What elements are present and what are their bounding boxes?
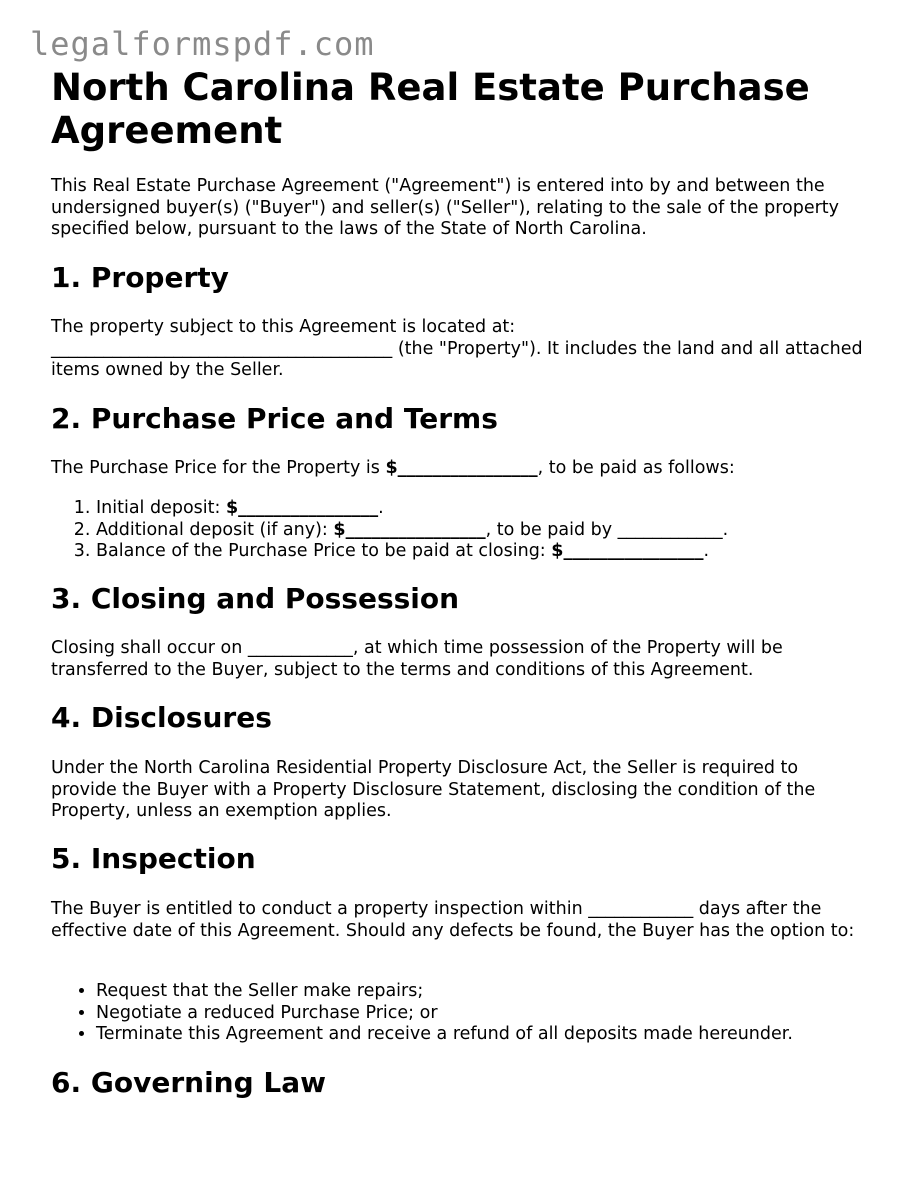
payment-item-label: Initial deposit:: [96, 498, 226, 518]
payment-item-rest: , to be paid by ____________.: [485, 519, 729, 540]
section-heading-disclosures: 4. Disclosures: [51, 701, 272, 734]
payment-item-rest: .: [703, 541, 710, 561]
section-heading-property: 1. Property: [51, 261, 229, 294]
intro-paragraph: This Real Estate Purchase Agreement ("Agreement") is entered into by and between the undersigned buyer(s) ("Buyer") and seller(s) ("Seller"), relating to the sale of the property specified below, pursuant to the laws of the State of North Carolina.: [51, 176, 840, 239]
property-definition-text: (the "Property"). It includes the land and all attached items owned by the Seller.: [51, 338, 863, 380]
payment-item: [96, 541, 876, 563]
watermark: legalformspdf.com: [30, 25, 375, 63]
closing-paragraph: Closing shall occur on ____________, at which time possession of the Property will be transferred to the Buyer, subject to the terms and conditions of this Agreement.: [51, 638, 783, 680]
price-paragraph: [51, 458, 866, 480]
section-heading-price: 2. Purchase Price and Terms: [51, 402, 498, 435]
inspection-paragraph: The Buyer is entitled to conduct a property inspection within ____________ days after the effective date of this Agreement. Should any defects be found, the Buyer has the option to:: [51, 899, 855, 941]
property-address-blank[interactable]: _______________________________________: [51, 338, 393, 359]
payment-list: [51, 498, 876, 563]
payment-item: [96, 498, 876, 520]
document-title: North Carolina Real Estate Purchase Agreement: [51, 66, 810, 152]
price-text-before: The Purchase Price for the Property is: [51, 458, 386, 478]
section-heading-governing-law: 6. Governing Law: [51, 1066, 326, 1099]
closing-balance-blank[interactable]: $________________: [551, 541, 704, 561]
disclosures-paragraph: Under the North Carolina Residential Property Disclosure Act, the Seller is required to provide the Buyer with a Property Disclosure Statement, disclosing the condition of the Property, unless an exemption applies.: [51, 758, 816, 821]
initial-deposit-blank[interactable]: $________________: [225, 498, 379, 518]
payment-item-label: Additional deposit (if any):: [96, 519, 334, 540]
property-paragraph: [51, 317, 866, 382]
purchase-price-blank[interactable]: $________________: [385, 458, 538, 478]
list-item: • Terminate this Agreement and receive a refund of all deposits made hereunder.: [96, 1024, 876, 1046]
payment-item: [96, 520, 876, 542]
property-location-text: The property subject to this Agreement is located at:: [51, 317, 516, 337]
inspection-options-list: [51, 981, 876, 1046]
payment-item-rest: .: [378, 498, 384, 518]
section-heading-closing: 3. Closing and Possession: [51, 582, 460, 615]
section-heading-inspection: 5. Inspection: [51, 842, 256, 875]
payment-item-label: Balance of the Purchase Price to be paid at closing:: [96, 541, 552, 561]
price-text-after: , to be paid as follows:: [537, 458, 735, 478]
list-item: • Negotiate a reduced Purchase Price; or: [96, 1003, 876, 1025]
list-item: • Request that the Seller make repairs;: [96, 981, 876, 1003]
additional-deposit-blank[interactable]: $________________: [333, 519, 486, 540]
